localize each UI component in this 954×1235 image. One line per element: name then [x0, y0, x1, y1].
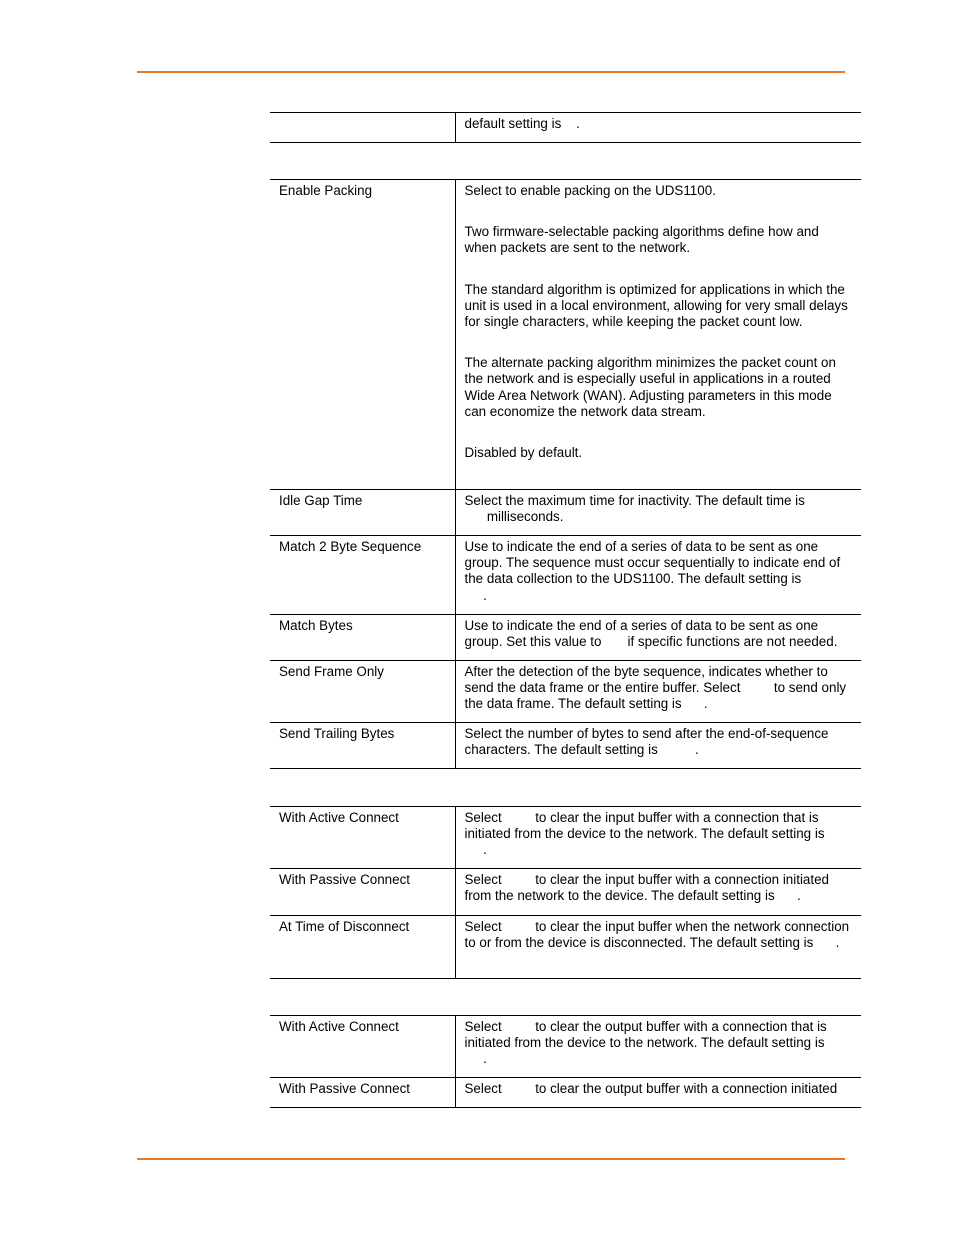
- setting-description: [455, 490, 861, 536]
- description-paragraph: default setting is .: [464, 116, 580, 131]
- setting-description: [455, 869, 861, 916]
- setting-name: With Passive Connect: [270, 869, 455, 916]
- table-row: [270, 807, 861, 869]
- setting-name: Enable Packing: [270, 180, 455, 490]
- setting-name: Send Trailing Bytes: [270, 723, 455, 769]
- setting-name: Match 2 Byte Sequence: [270, 536, 455, 615]
- description-paragraph: Select to clear the input buffer with a connection initiated from the network to the device. The default setting is .: [464, 872, 833, 904]
- description-paragraph: Use to indicate the end of a series of data to be sent as one group. Set this value to if specific functions are not needed.: [464, 618, 838, 650]
- setting-description: [455, 1016, 861, 1078]
- description-paragraph: Select the maximum time for inactivity. The default time is milliseconds.: [464, 493, 805, 525]
- description-paragraph: Use to indicate the end of a series of data to be sent as one group. The sequence must occur sequentially to indicate end of the data collection to the UDS1100. The default setting is .: [464, 539, 841, 603]
- setting-name: Idle Gap Time: [270, 490, 455, 536]
- table-row: [270, 916, 861, 979]
- setting-name: At Time of Disconnect: [270, 916, 455, 979]
- setting-name: With Passive Connect: [270, 1078, 455, 1108]
- setting-description: [455, 916, 861, 979]
- description-paragraph: Select to clear the input buffer with a connection that is initiated from the device to the network. The default setting is .: [464, 810, 825, 858]
- description-paragraph: Two firmware-selectable packing algorithms define how and when packets are sent to the network.: [464, 224, 823, 256]
- description-paragraph: The alternate packing algorithm minimizes the packet count on the network and is especially useful in applications in a routed Wide Area Network (WAN). Adjusting parameters in this mode can economize the network data stream.: [464, 355, 840, 419]
- setting-description: [455, 723, 861, 769]
- table-row: [270, 113, 861, 143]
- table-row: [270, 869, 861, 916]
- setting-description: [455, 661, 861, 723]
- table-row: [270, 661, 861, 723]
- setting-name: [270, 113, 455, 143]
- description-paragraph: Disabled by default.: [464, 445, 583, 461]
- description-paragraph: Select to clear the output buffer with a connection that is initiated from the device to the network. The default setting is .: [464, 1019, 827, 1067]
- setting-description: [455, 536, 861, 615]
- description-paragraph: Select the number of bytes to send after the end-of-sequence characters. The default setting is .: [464, 726, 833, 758]
- setting-description: [455, 1078, 861, 1108]
- setting-name: With Active Connect: [270, 1016, 455, 1078]
- setting-name: Send Frame Only: [270, 661, 455, 723]
- description-paragraph: After the detection of the byte sequence, indicates whether to send the data frame or the entire buffer. Select to send only the data frame. The default setting is .: [464, 664, 850, 712]
- description-paragraph: Select to clear the input buffer when the network connection to or from the device is disconnected. The default setting is .: [464, 919, 853, 951]
- description-paragraph: The standard algorithm is optimized for applications in which the unit is used in a local environment, allowing for very small delays for single characters, while keeping the packet count low.: [464, 281, 852, 330]
- setting-name: With Active Connect: [270, 807, 455, 869]
- settings-table-flush-input: [270, 806, 861, 979]
- setting-description: [455, 615, 861, 661]
- description-paragraph: Select to clear the output buffer with a connection initiated: [464, 1081, 838, 1096]
- table-row: [270, 536, 861, 615]
- setting-description: [455, 113, 861, 143]
- table-row: [270, 723, 861, 769]
- table-row: [270, 180, 861, 490]
- table-row: [270, 490, 861, 536]
- settings-table-flush-output: [270, 1015, 861, 1108]
- table-row: [270, 615, 861, 661]
- table-row: [270, 1016, 861, 1078]
- setting-description: [455, 807, 861, 869]
- description-paragraph: Select to enable packing on the UDS1100.: [464, 183, 716, 198]
- settings-table-top: [270, 112, 861, 143]
- setting-description: [455, 180, 861, 490]
- setting-name: Match Bytes: [270, 615, 455, 661]
- settings-table-packing: [270, 179, 861, 769]
- table-row: [270, 1078, 861, 1108]
- footer-rule: [137, 1158, 845, 1160]
- header-rule: [137, 71, 845, 73]
